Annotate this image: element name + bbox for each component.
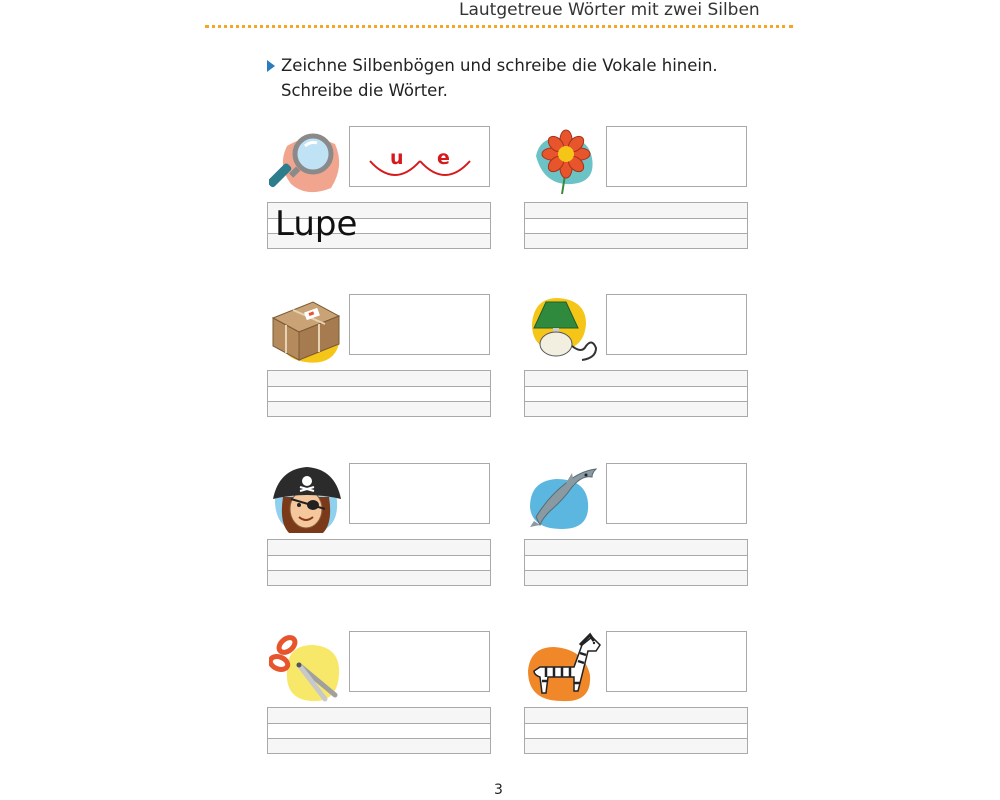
exercise-pirate [269,463,519,593]
scissors-icon [269,631,345,707]
instruction-line-1: Zeichne Silbenbögen und schreibe die Vokale hinein. [281,56,718,75]
syllable-box[interactable] [606,294,747,355]
syllable-box[interactable] [606,126,747,187]
syllable-box[interactable] [606,463,747,524]
writing-lines[interactable] [524,539,748,586]
writing-lines[interactable] [267,539,491,586]
exercise-scissors [269,631,519,761]
pirate-icon [269,463,345,539]
flower-icon [526,126,602,202]
exercise-zebra [526,631,776,761]
instruction-line-2: Schreibe die Wörter. [281,81,448,100]
writing-lines[interactable] [267,707,491,754]
header-title: Lautgetreue Wörter mit zwei Silben [459,0,760,20]
syllable-box[interactable] [606,631,747,692]
page-number: 3 [494,782,503,798]
written-word: Lupe [275,204,358,244]
package-icon [269,294,345,370]
vowel-2: e [437,147,450,169]
writing-lines[interactable] [524,370,748,417]
lamp-icon [526,294,602,370]
writing-lines[interactable] [524,707,748,754]
exercise-flower [526,126,776,256]
exercise-package [269,294,519,424]
exercise-dolphin [526,463,776,593]
syllable-box[interactable] [349,631,490,692]
instruction-arrow-icon [267,60,275,72]
exercise-lamp [526,294,776,424]
writing-lines[interactable] [524,202,748,249]
syllable-arcs [350,127,489,186]
syllable-box[interactable] [349,126,490,187]
magnifying-glass-icon [269,126,345,202]
syllable-box[interactable] [349,463,490,524]
dolphin-icon [526,463,602,539]
header-dotted-rule [205,25,793,28]
vowel-1: u [390,147,404,169]
exercise-magnifying-glass [269,126,519,256]
zebra-icon [526,631,602,707]
syllable-box[interactable] [349,294,490,355]
writing-lines[interactable] [267,370,491,417]
